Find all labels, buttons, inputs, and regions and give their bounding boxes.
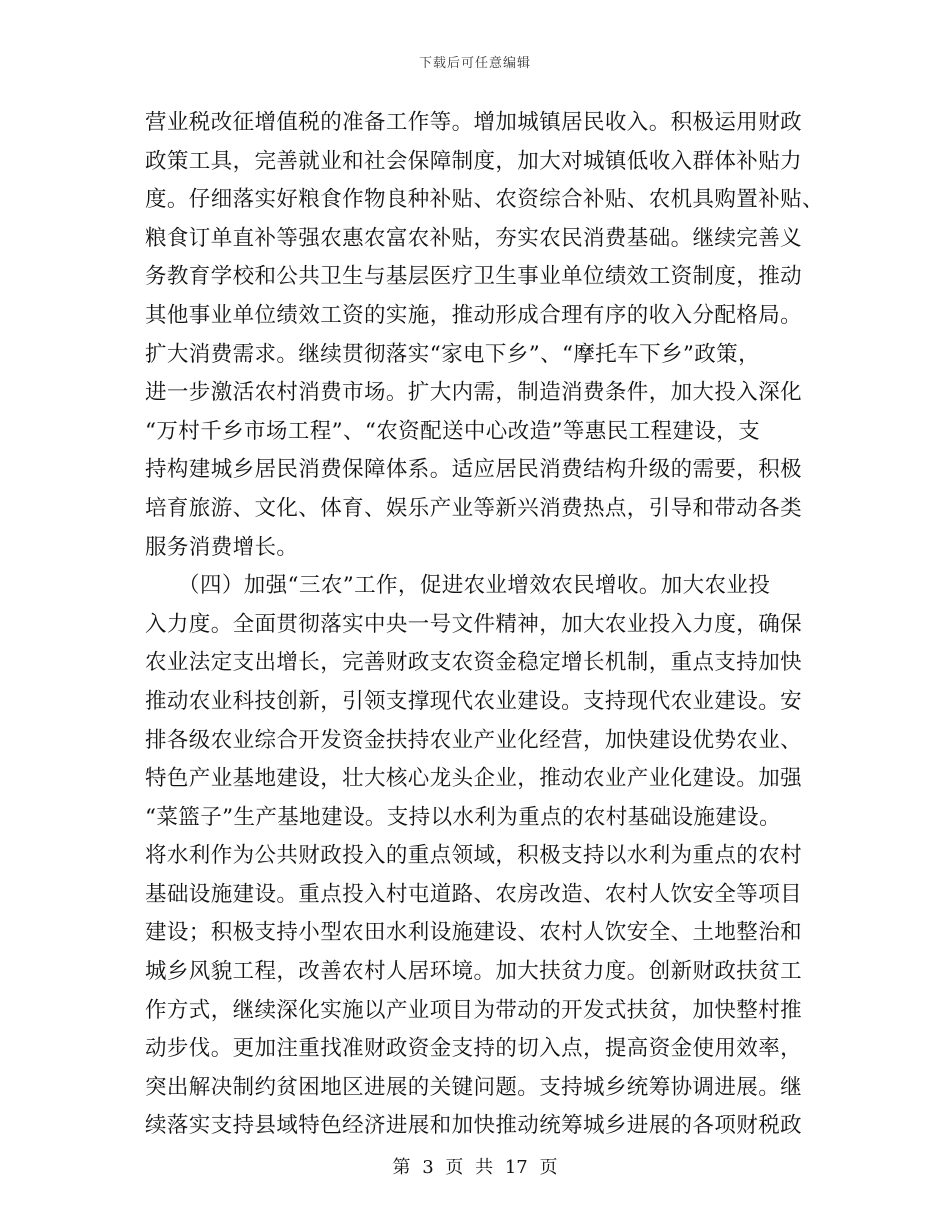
text-line: “菜篮子”生产基地建设。支持以水利为重点的农村基础设施建设。 [145,804,781,830]
text-line: 作方式，继续深化实施以产业项目为带动的开发式扶贫，加快整村推 [145,997,803,1023]
text-line: 基础设施建设。重点投入村屯道路、农房改造、农村人饮安全等项目 [145,881,803,907]
text-line: 其他事业单位绩效工资的实施，推动形成合理有序的收入分配格局。 [145,302,803,328]
page-header: 下载后可任意编辑 [418,56,531,71]
text-line: 政策工具，完善就业和社会保障制度，加大对城镇低收入群体补贴力 [145,148,803,174]
text-line: 建设；积极支持小型农田水利设施建设、农村人饮安全、土地整治和 [145,920,803,946]
text-line: 续落实支持县域特色经济进展和加快推动统筹城乡进展的各项财税政 [145,1113,803,1139]
text-line: 服务消费增长。 [145,534,299,560]
text-line: 营业税改征增值税的准备工作等。增加城镇居民收入。积极运用财政 [145,110,803,135]
text-line: 度。仔细落实好粮食作物良种补贴、农资综合补贴、农机具购置补贴、 [145,187,824,213]
text-line: 农业法定支出增长，完善财政支农资金稳定增长机制，重点支持加快 [145,650,803,676]
text-line: 培育旅游、文化、体育、娱乐产业等新兴消费热点，引导和带动各类 [145,495,803,521]
text-line: 入力度。全面贯彻落实中央一号文件精神，加大农业投入力度，确保 [145,611,803,637]
text-line: 特色产业基地建设，壮大核心龙头企业，推动农业产业化建设。加强 [145,766,803,792]
text-line: 持构建城乡居民消费保障体系。适应居民消费结构升级的需要，积极 [145,457,803,483]
text-line: 务教育学校和公共卫生与基层医疗卫生事业单位绩效工资制度，推动 [145,264,803,290]
text-line: 城乡风貌工程，改善农村人居环境。加大扶贫力度。创新财政扶贫工 [145,959,803,985]
body-text [145,104,824,1146]
text-line: 排各级农业综合开发资金扶持农业产业化经营，加快建设优势农业、 [145,727,803,753]
text-line: 推动农业科技创新，引领支撑现代农业建设。支持现代农业建设。安 [145,688,803,714]
text-line: 进一步激活农村消费市场。扩大内需，制造消费条件，加大投入深化 [145,380,803,406]
text-line: 粮食订单直补等强农惠农富农补贴，夯实农民消费基础。继续完善义 [145,225,803,251]
text-line: “万村千乡市场工程”、“农资配送中心改造”等惠民工程建设，支 [145,418,760,444]
text-line: 动步伐。更加注重找准财政资金支持的切入点，提高资金使用效率， [145,1036,803,1062]
page-number: 第 3 页 共 17 页 [392,1157,558,1178]
section-heading-line: （四）加强“三农”工作，促进农业增效农民增收。加大农业投 [145,573,771,599]
text-line: 突出解决制约贫困地区进展的关键问题。支持城乡统筹协调进展。继 [145,1074,803,1100]
text-line: 将水利作为公共财政投入的重点领域，积极支持以水利为重点的农村 [145,843,803,869]
text-line: 扩大消费需求。继续贯彻落实“家电下乡”、“摩托车下乡”政策， [145,341,760,367]
